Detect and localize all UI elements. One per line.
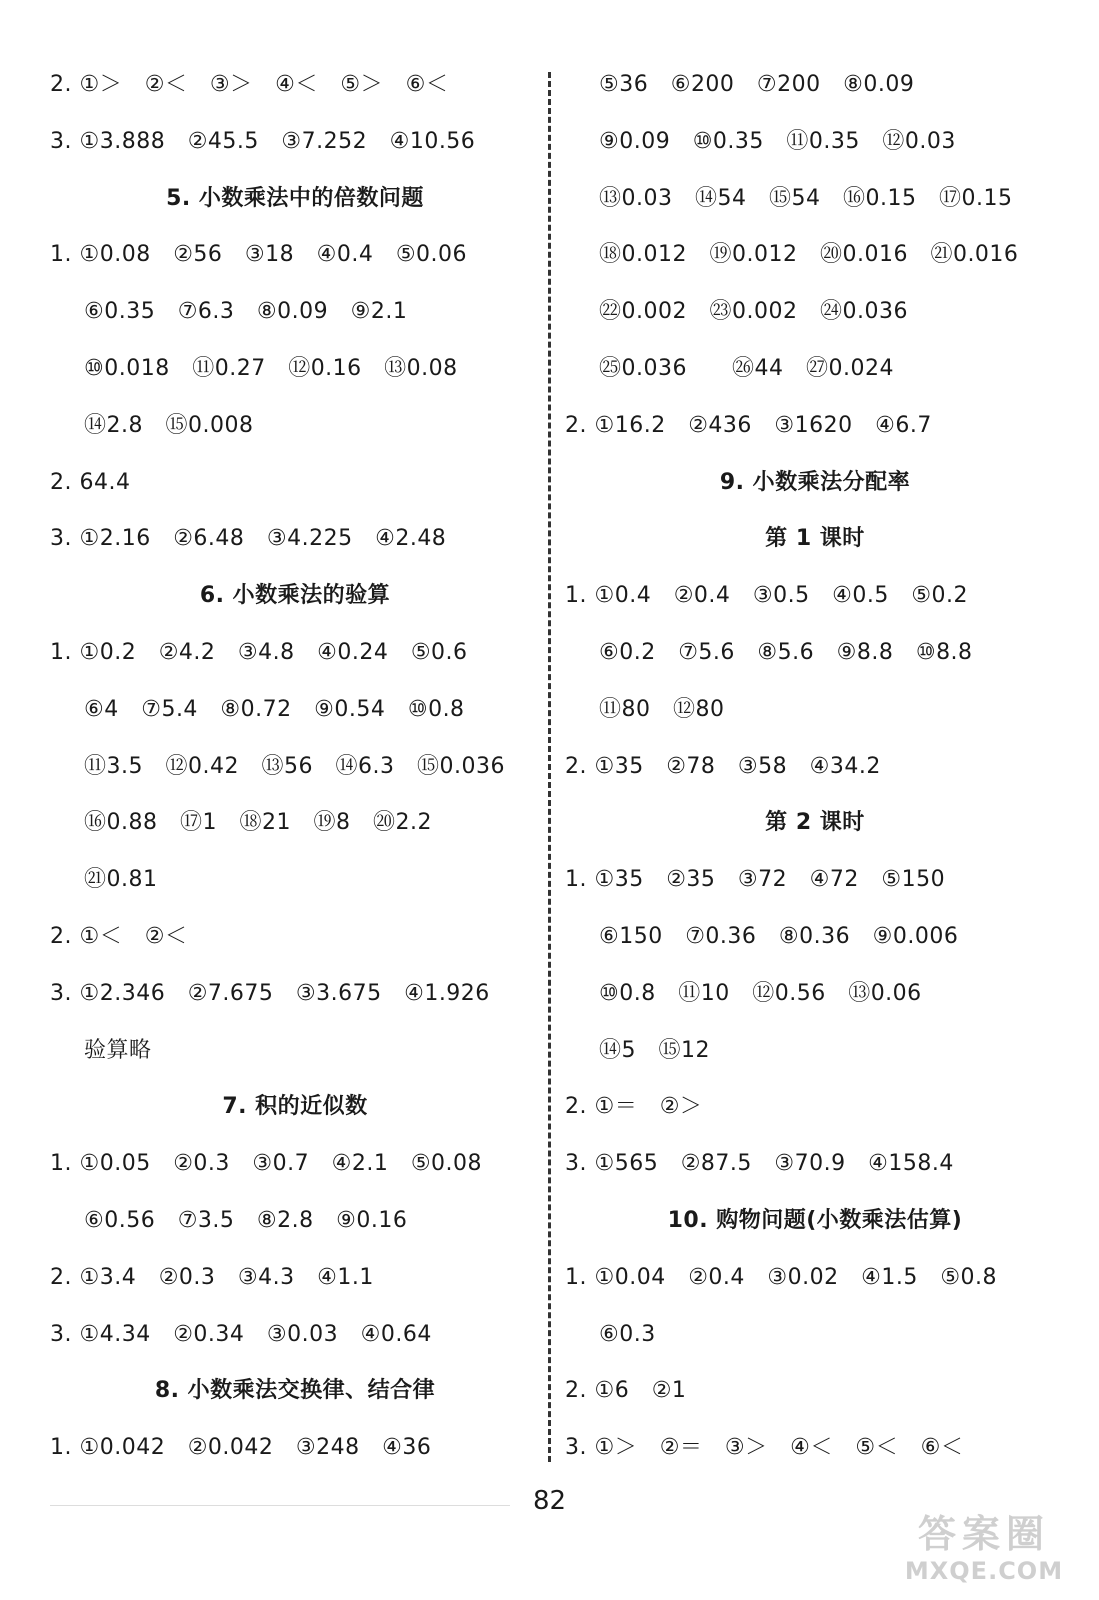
answer-line: ⑨0.09 ⑩0.35 ⑪0.35 ⑫0.03 — [599, 128, 956, 154]
answer-line: 3. ①4.34 ②0.34 ③0.03 ④0.64 — [50, 1321, 432, 1347]
answer-line: 3. ①＞ ②＝ ③＞ ④＜ ⑤＜ ⑥＜ — [565, 1435, 964, 1461]
answer-line: 1. ①0.08 ②56 ③18 ④0.4 ⑤0.06 — [50, 242, 468, 268]
answer-line: ⑤36 ⑥200 ⑦200 ⑧0.09 — [599, 72, 915, 97]
answer-line: 3. ①565 ②87.5 ③70.9 ④158.4 — [565, 1151, 954, 1177]
answer-line: 1. ①0.4 ②0.4 ③0.5 ④0.5 ⑤0.2 — [565, 583, 969, 609]
answer-line: ⑥4 ⑦5.4 ⑧0.72 ⑨0.54 ⑩0.8 — [84, 696, 465, 722]
section-heading: 7. 积的近似数 — [222, 1094, 368, 1120]
answer-line: ⑩0.8 ⑪10 ⑫0.56 ⑬0.06 — [599, 980, 922, 1006]
answer-line: 1. ①0.042 ②0.042 ③248 ④36 — [50, 1435, 432, 1461]
answer-line: 2. ①16.2 ②436 ③1620 ④6.7 — [565, 412, 932, 438]
answer-line: ㉕0.036 ㉖44 ㉗0.024 — [599, 355, 894, 381]
answer-line: 3. ①2.16 ②6.48 ③4.225 ④2.48 — [50, 526, 447, 552]
answer-line: ⑥0.3 — [599, 1321, 656, 1347]
answer-line: ⑬0.03 ⑭54 ⑮54 ⑯0.15 ⑰0.15 — [599, 185, 1013, 211]
answer-line: 2. ①＞ ②＜ ③＞ ④＜ ⑤＞ ⑥＜ — [50, 72, 449, 97]
answer-line: ㉒0.002 ㉓0.002 ㉔0.036 — [599, 299, 908, 325]
answer-line: 2. ①3.4 ②0.3 ③4.3 ④1.1 — [50, 1264, 374, 1290]
answer-line: 2. ①35 ②78 ③58 ④34.2 — [565, 753, 881, 779]
answer-line: ⑩0.018 ⑪0.27 ⑫0.16 ⑬0.08 — [84, 355, 458, 381]
answer-line: 1. ①0.2 ②4.2 ③4.8 ④0.24 ⑤0.6 — [50, 639, 468, 665]
watermark-cn: 答案圈 — [917, 1512, 1050, 1556]
answer-line: 1. ①0.04 ②0.4 ③0.02 ④1.5 ⑤0.8 — [565, 1264, 998, 1290]
right-column — [565, 57, 1065, 1477]
lesson-heading: 第 1 课时 — [765, 526, 865, 552]
answer-line: ⑥0.2 ⑦5.6 ⑧5.6 ⑨8.8 ⑩8.8 — [599, 639, 973, 665]
answer-line: ⑪3.5 ⑫0.42 ⑬56 ⑭6.3 ⑮0.036 — [84, 753, 505, 779]
answer-line: ㉑0.81 — [84, 867, 158, 893]
section-heading: 6. 小数乘法的验算 — [199, 583, 391, 609]
section-heading: 10. 购物问题(小数乘法估算) — [667, 1207, 963, 1233]
answer-line: 验算略 — [84, 1037, 152, 1063]
answer-line: ⑥0.56 ⑦3.5 ⑧2.8 ⑨0.16 — [84, 1207, 408, 1233]
answer-line: 3. ①3.888 ②45.5 ③7.252 ④10.56 — [50, 128, 476, 154]
section-heading: 8. 小数乘法交换律、结合律 — [154, 1378, 436, 1404]
lesson-heading: 第 2 课时 — [765, 810, 865, 836]
column-divider — [548, 72, 551, 1462]
answer-line: 1. ①0.05 ②0.3 ③0.7 ④2.1 ⑤0.08 — [50, 1151, 483, 1177]
answer-line: ⑱0.012 ⑲0.012 ⑳0.016 ㉑0.016 — [599, 242, 1019, 268]
section-heading: 9. 小数乘法分配率 — [719, 469, 911, 495]
answer-line: ⑭2.8 ⑮0.008 — [84, 412, 254, 438]
answer-line: ⑯0.88 ⑰1 ⑱21 ⑲8 ⑳2.2 — [84, 810, 432, 836]
answer-line: 2. 64.4 — [50, 469, 131, 495]
watermark-logo — [889, 1512, 1079, 1592]
answer-line: 2. ①＝ ②＞ — [565, 1094, 703, 1120]
left-column — [50, 57, 540, 1477]
answer-line: ⑥0.35 ⑦6.3 ⑧0.09 ⑨2.1 — [84, 299, 408, 325]
section-heading: 5. 小数乘法中的倍数问题 — [166, 185, 424, 211]
answer-line: 3. ①2.346 ②7.675 ③3.675 ④1.926 — [50, 980, 490, 1006]
answer-line: ⑭5 ⑮12 — [599, 1037, 710, 1063]
answer-line: ⑪80 ⑫80 — [599, 696, 725, 722]
watermark-url: MXQE.COM — [904, 1557, 1064, 1585]
answer-line: ⑥150 ⑦0.36 ⑧0.36 ⑨0.006 — [599, 923, 959, 949]
answer-line: 2. ①＜ ②＜ — [50, 923, 188, 949]
answer-line: 1. ①35 ②35 ③72 ④72 ⑤150 — [565, 867, 946, 893]
page-number: 82 — [532, 1486, 567, 1516]
answer-line: 2. ①6 ②1 — [565, 1378, 687, 1404]
